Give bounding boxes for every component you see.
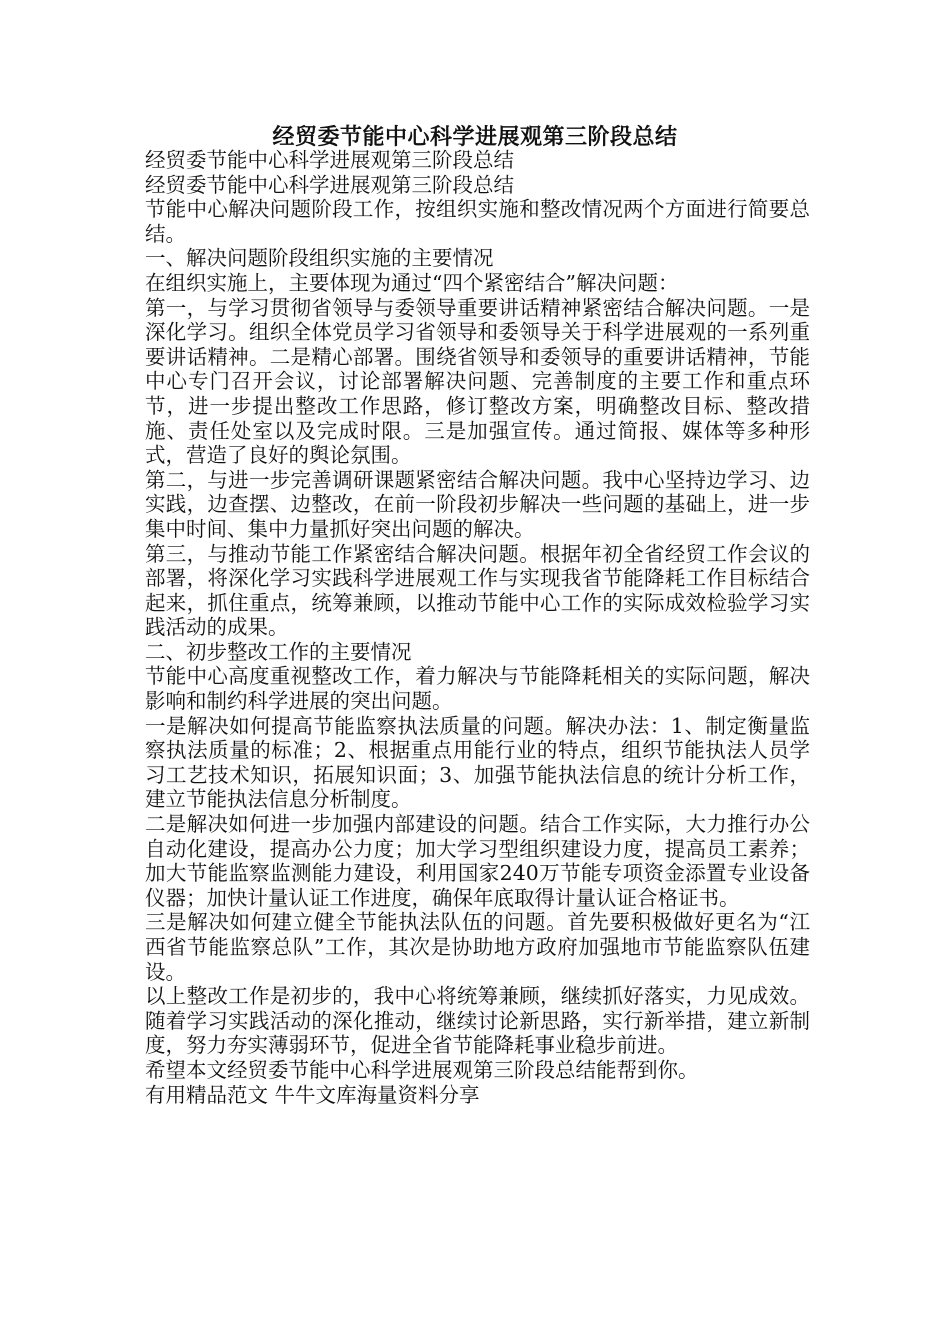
section-heading-1: 一、解决问题阶段组织实施的主要情况 — [145, 246, 494, 271]
paragraph-footer-note: 有用精品范文 牛牛文库海量资料分享 — [145, 1082, 480, 1107]
paragraph-intro: 节能中心解决问题阶段工作，按组织实施和整改情况两个方面进行简要总结。 — [145, 197, 810, 246]
paragraph-issue-1: 一是解决如何提高节能监察执法质量的问题。解决办法：1、制定衡量监察执法质量的标准；2、根据重点用能行业的特点，组织节能执法人员学习工艺技术知识，拓展知识面；3、加强节能执法信息的统计分析工作，建立节能执法信息分析制度。 — [145, 713, 810, 812]
paragraph-conclusion: 以上整改工作是初步的，我中心将统筹兼顾，继续抓好落实，力见成效。随着学习实践活动的深化推动，继续讨论新思路，实行新举措，建立新制度，努力夯实薄弱环节，促进全省节能降耗事业稳步前进。 — [145, 984, 810, 1058]
document-title: 经贸委节能中心科学进展观第三阶段总结 — [272, 124, 678, 150]
paragraph-point-1: 第一，与学习贯彻省领导与委领导重要讲话精神紧密结合解决问题。一是深化学习。组织全体党员学习省领导和委领导关于科学进展观的一系列重要讲话精神。二是精心部署。围绕省领导和委领导的重要讲话精神，节能中心专门召开会议，讨论部署解决问题、完善制度的主要工作和重点环节，进一步提出整改工作思路，修订整改方案，明确整改目标、整改措施、责任处室以及完成时限。三是加强宣传。通过简报、媒体等多种形式，营造了良好的舆论氛围。 — [145, 295, 810, 468]
paragraph-repeated-title-2: 经贸委节能中心科学进展观第三阶段总结 — [145, 172, 514, 197]
paragraph-point-2: 第二，与进一步完善调研课题紧密结合解决问题。我中心坚持边学习、边实践，边查摆、边整改，在前一阶段初步解决一些问题的基础上，进一步集中时间、集中力量抓好突出问题的解决。 — [145, 467, 810, 541]
paragraph-closing: 希望本文经贸委节能中心科学进展观第三阶段总结能帮到你。 — [145, 1057, 699, 1082]
paragraph-rectification-intro: 节能中心高度重视整改工作，着力解决与节能降耗相关的实际问题，解决影响和制约科学进展的突出问题。 — [145, 664, 810, 714]
paragraph-point-3: 第三，与推动节能工作紧密结合解决问题。根据年初全省经贸工作会议的部署，将深化学习实践科学进展观工作与实现我省节能降耗工作目标结合起来，抓住重点，统筹兼顾，以推动节能中心工作的实际成效检验学习实践活动的成果。 — [145, 541, 810, 640]
paragraph-overview: 在组织实施上，主要体现为通过“四个紧密结合”解决问题： — [145, 270, 679, 295]
paragraph-repeated-title-1: 经贸委节能中心科学进展观第三阶段总结 — [145, 148, 514, 172]
document-body — [145, 148, 810, 1107]
section-heading-2: 二、初步整改工作的主要情况 — [145, 639, 412, 664]
paragraph-issue-2: 二是解决如何进一步加强内部建设的问题。结合工作实际，大力推行办公自动化建设，提高办公力度；加大学习型组织建设力度，提高员工素养；加大节能监察监测能力建设，利用国家240万节能专项资金添置专业设备仪器；加快计量认证工作进度，确保年底取得计量认证合格证书。 — [145, 812, 810, 910]
paragraph-issue-3: 三是解决如何建立健全节能执法队伍的问题。首先要积极做好更名为“江西省节能监察总队”工作，其次是协助地方政府加强地市节能监察队伍建设。 — [145, 910, 810, 984]
